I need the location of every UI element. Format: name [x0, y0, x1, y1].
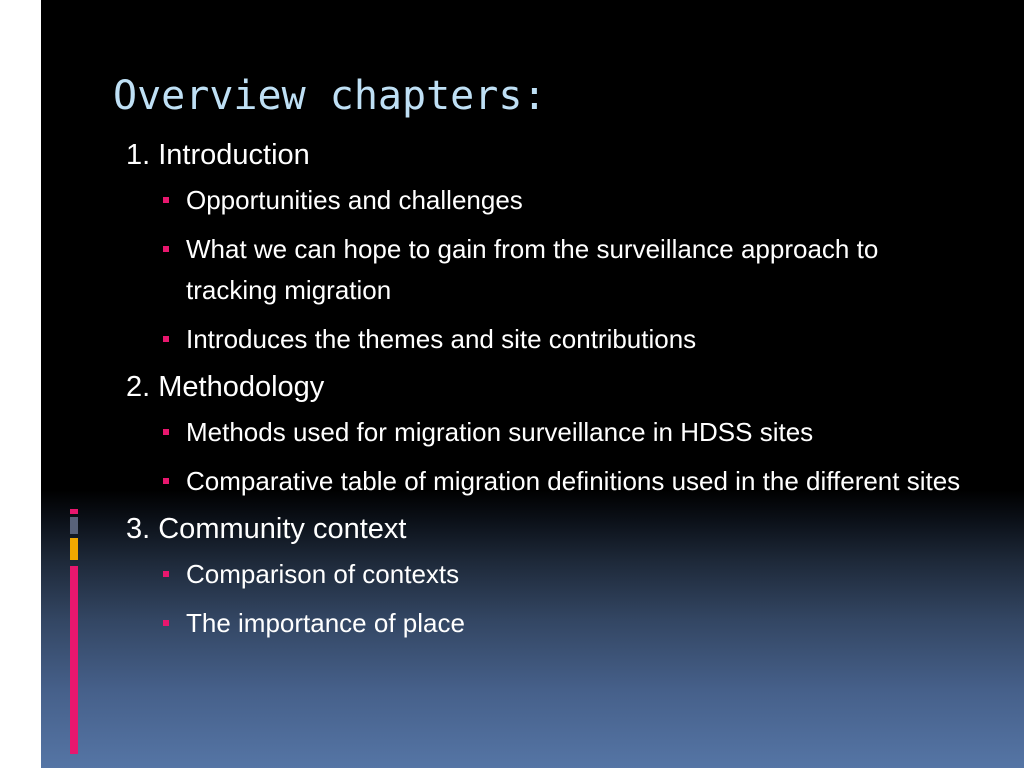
bullet-text: Comparative table of migration definitions used in the different sites [186, 466, 961, 496]
section-community-context [126, 510, 966, 644]
accent-bar [70, 538, 78, 560]
accent-bar [70, 509, 78, 514]
bullet-text: Comparison of contexts [186, 559, 460, 589]
accent-bar [70, 517, 78, 534]
square-bullet-icon [163, 571, 169, 577]
bullet-text: Opportunities and challenges [186, 185, 523, 215]
square-bullet-icon [163, 429, 169, 435]
bullet-text: Introduces the themes and site contributions [186, 324, 697, 354]
bullet-item [126, 319, 966, 360]
bullet-item [126, 554, 966, 595]
bullet-list [126, 554, 966, 644]
square-bullet-icon [163, 246, 169, 252]
bullet-item [126, 603, 966, 644]
slide-title: Overview chapters: [113, 73, 547, 119]
bullet-item [126, 180, 966, 221]
section-heading: 3. Community context [126, 513, 407, 545]
section-methodology [126, 368, 966, 502]
square-bullet-icon [163, 336, 169, 342]
section-heading: 2. Methodology [126, 371, 325, 403]
bullet-item [126, 412, 966, 453]
bullet-text: The importance of place [186, 608, 465, 638]
square-bullet-icon [163, 478, 169, 484]
square-bullet-icon [163, 197, 169, 203]
bullet-list [126, 412, 966, 502]
square-bullet-icon [163, 620, 169, 626]
slide-content [126, 136, 966, 652]
bullet-item [126, 461, 966, 502]
section-introduction [126, 136, 966, 360]
left-margin [0, 0, 41, 768]
bullet-item [126, 229, 966, 311]
bullet-text: Methods used for migration surveillance in HDSS sites [186, 417, 814, 447]
bullet-text: What we can hope to gain from the surveillance approach to tracking migration [186, 234, 879, 305]
section-heading: 1. Introduction [126, 139, 310, 171]
bullet-list [126, 180, 966, 360]
accent-bar [70, 566, 78, 754]
